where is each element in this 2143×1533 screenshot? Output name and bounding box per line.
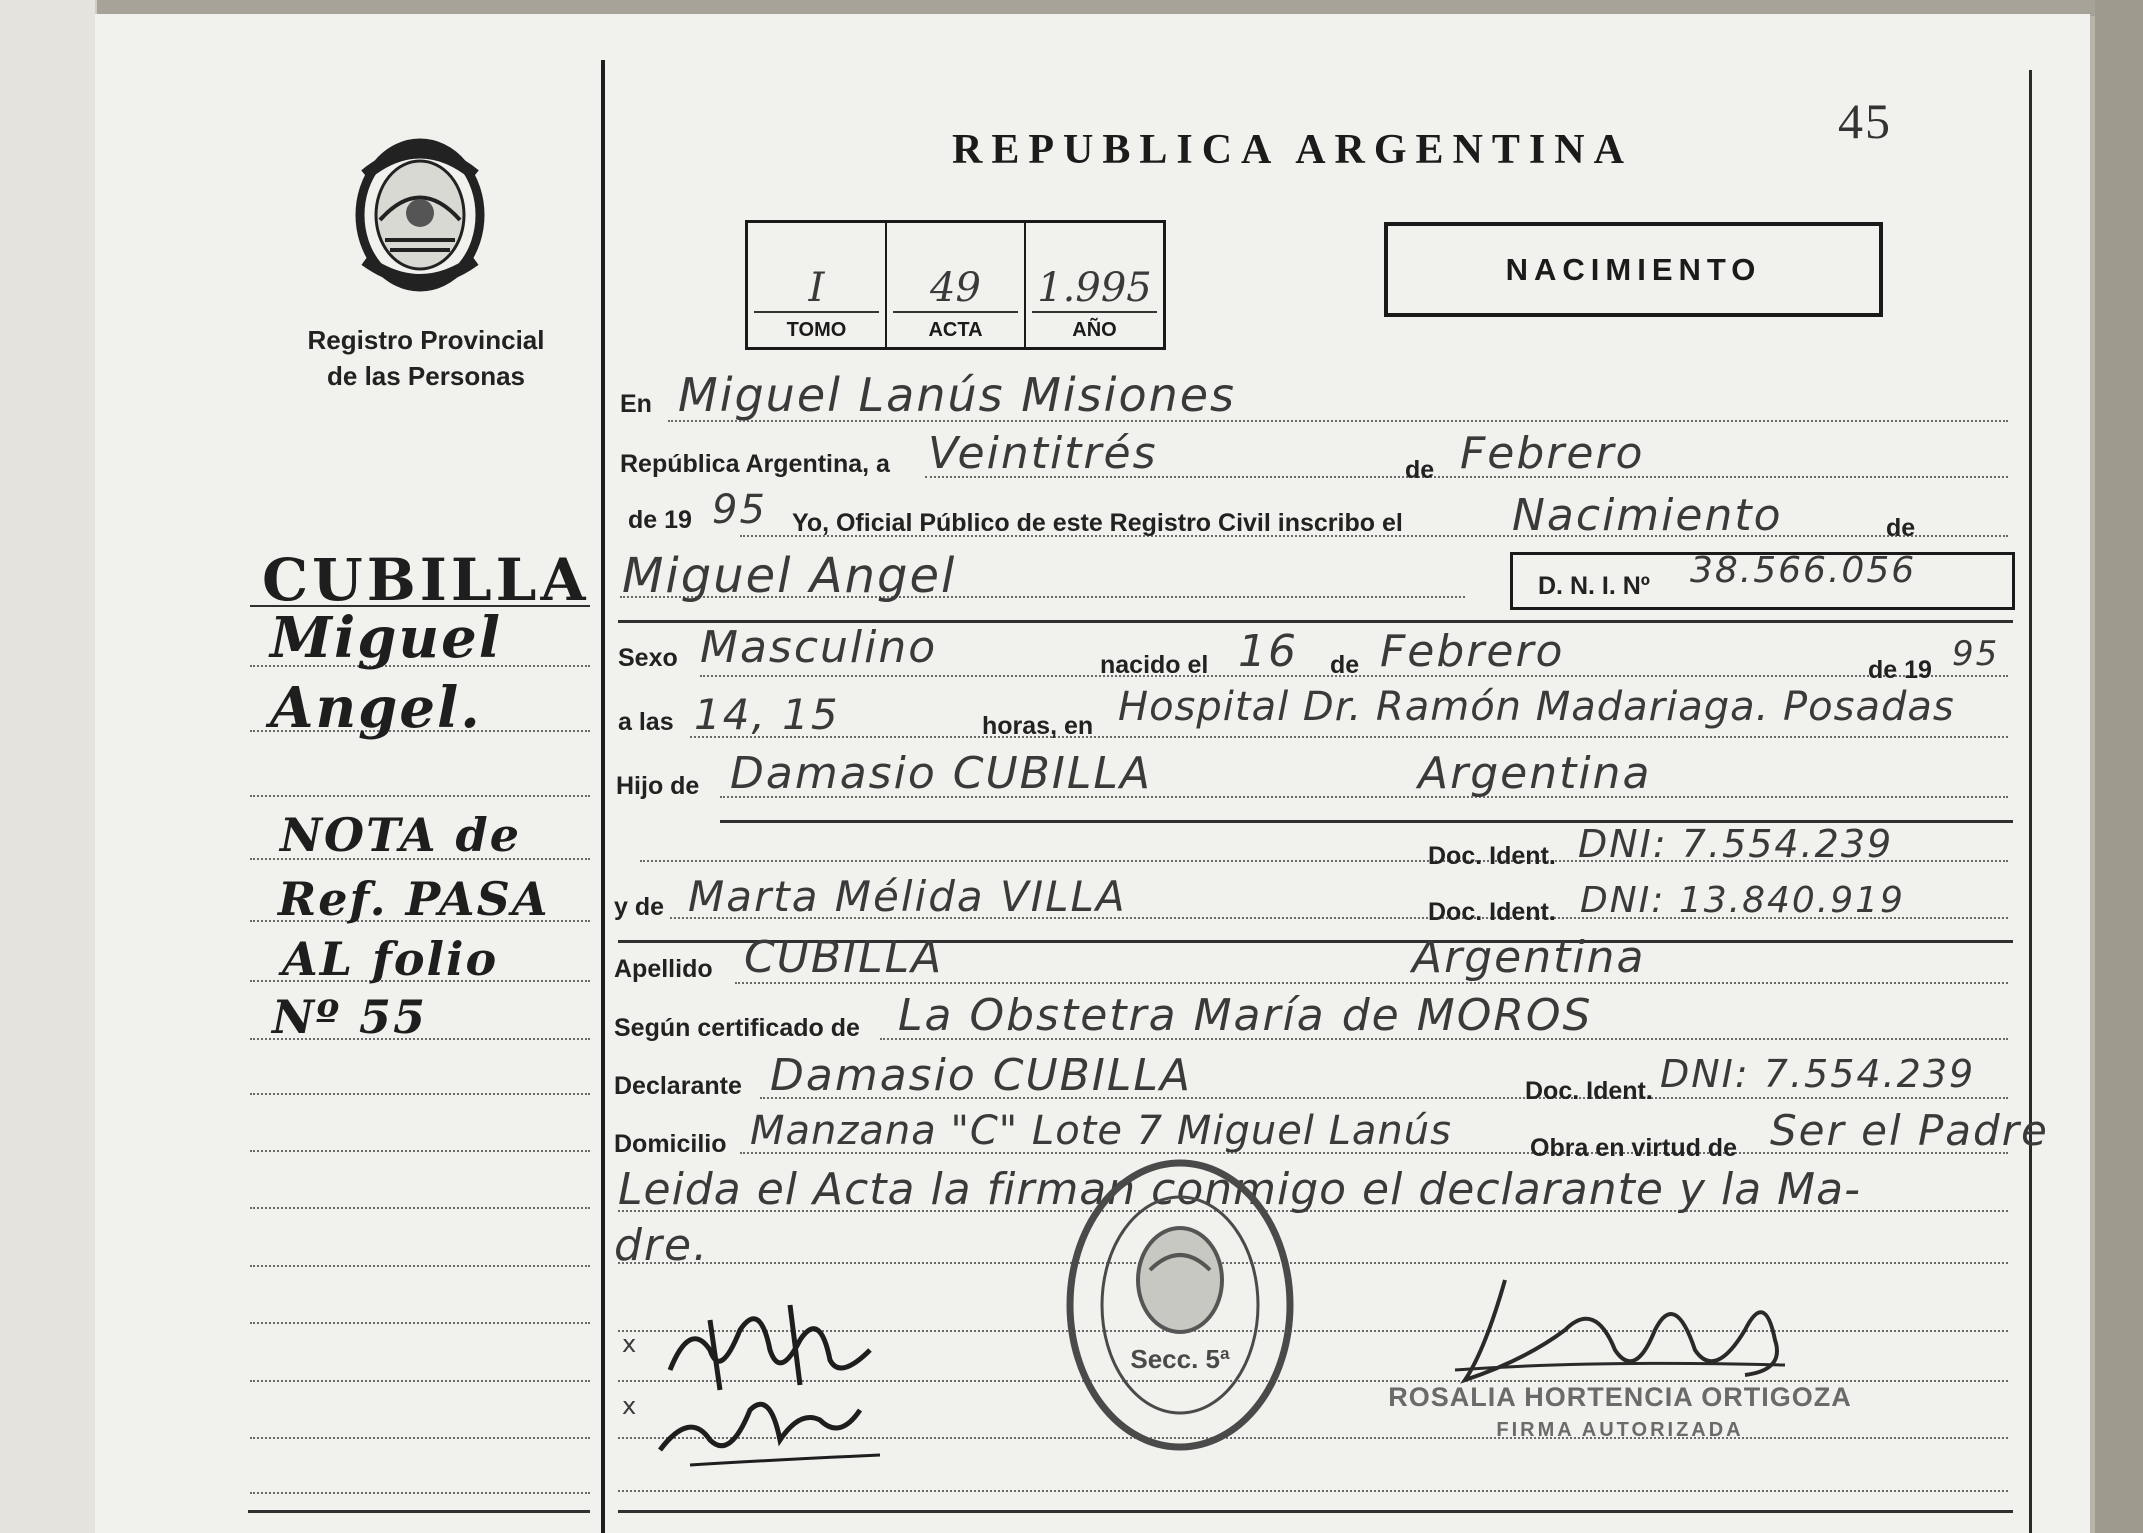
declarante-label: Declarante <box>614 1072 742 1100</box>
misiones-seal-icon <box>345 135 495 295</box>
dni-label: D. N. I. Nº <box>1538 572 1650 600</box>
margin-given-name-2: Angel. <box>270 675 482 741</box>
father-name: Damasio CUBILLA <box>730 748 1152 799</box>
act-type-value: Nacimiento <box>1512 490 1783 541</box>
margin-line <box>250 795 590 797</box>
republica-label: República Argentina, a <box>620 450 890 478</box>
sig-mark-x-2: x <box>622 1392 639 1420</box>
margin-line <box>250 1093 590 1095</box>
birth-place: Hospital Dr. Ramón Madariaga. Posadas <box>1118 684 1955 730</box>
margin-note-2: Ref. PASA <box>278 872 550 926</box>
yde-label: y de <box>614 893 665 921</box>
fill-line-time <box>690 736 2008 738</box>
de-label: de <box>1405 456 1435 484</box>
segun-label: Según certificado de <box>614 1014 860 1042</box>
year-prefix-label: de 19 <box>628 506 692 534</box>
tomo-value: I <box>808 265 825 311</box>
ano-label: AÑO <box>1072 319 1117 341</box>
page-number: 45 <box>1838 93 1892 149</box>
apellido-label: Apellido <box>614 955 713 983</box>
hijo-label: Hijo de <box>616 772 700 800</box>
margin-line <box>250 1380 590 1382</box>
country-title: REPUBLICA ARGENTINA <box>952 127 1633 173</box>
ano-rule <box>1032 311 1157 313</box>
de-label-3: de <box>1330 651 1360 679</box>
book-cover-edge <box>2095 0 2143 1533</box>
tomo-rule <box>754 311 879 313</box>
year-suffix: 95 <box>712 487 767 533</box>
certifier-value: La Obstetra María de MOROS <box>898 990 1593 1041</box>
page-gutter <box>0 0 97 1533</box>
acta-rule <box>893 311 1018 313</box>
mother-doc-value: DNI: 13.840.919 <box>1580 880 1905 921</box>
father-nationality: Argentina <box>1418 748 1652 799</box>
registry-line-2: de las Personas <box>327 361 525 391</box>
right-border <box>2029 70 2032 1533</box>
domicilio-label: Domicilio <box>614 1130 727 1158</box>
declarante-doc-value: DNI: 7.554.239 <box>1660 1052 1976 1096</box>
declarante-doc-label: Doc. Ident. <box>1525 1077 1653 1105</box>
mother-name: Marta Mélida VILLA <box>688 872 1127 921</box>
birth-year: 95 <box>1952 634 2000 674</box>
domicilio-value: Manzana "C" Lote 7 Miguel Lanús <box>750 1108 1452 1154</box>
day-words: Veintitrés <box>928 428 1158 479</box>
acta-label: ACTA <box>928 319 983 341</box>
margin-bottom-rule <box>248 1510 590 1513</box>
dni-value: 38.566.056 <box>1690 550 1917 591</box>
stamp-section: Secc. 5ª <box>1130 1344 1230 1374</box>
ano-value: 1.995 <box>1037 265 1152 311</box>
margin-line <box>250 1150 590 1152</box>
official-title: FIRMA AUTORIZADA <box>1496 1419 1744 1441</box>
alas-label: a las <box>618 708 674 736</box>
fill-line-sign-4 <box>618 1490 2008 1492</box>
declarante-value: Damasio CUBILLA <box>770 1050 1192 1101</box>
closing-line-1: Leida el Acta la firman conmigo el declarante y la Ma- <box>618 1164 1861 1215</box>
birth-month: Febrero <box>1380 626 1565 677</box>
margin-note-1: NOTA de <box>280 808 521 862</box>
official-name: ROSALIA HORTENCIA ORTIGOZA <box>1388 1382 1852 1412</box>
nacido-label: nacido el <box>1100 651 1209 679</box>
obra-value: Ser el Padre <box>1770 1106 2049 1155</box>
margin-given-name-1: Miguel <box>270 605 503 671</box>
acta-cell <box>887 223 1026 347</box>
acta-value: 49 <box>930 265 981 311</box>
de-label-2: de <box>1886 514 1916 542</box>
closing-line-2: dre. <box>614 1220 710 1271</box>
yo-statement: Yo, Oficial Público de este Registro Civil inscribo el <box>792 509 1403 537</box>
month-value: Febrero <box>1460 428 1645 479</box>
record-number-box <box>745 220 1166 350</box>
birth-day: 16 <box>1238 626 1298 677</box>
horas-label: horas, en <box>982 712 1094 740</box>
sexo-value: Masculino <box>700 622 938 673</box>
child-name: Miguel Angel <box>622 548 957 604</box>
official-signature-icon <box>1445 1270 1805 1400</box>
registry-stamp-icon <box>1060 1150 1300 1460</box>
registry-line-1: Registro Provincial <box>307 325 545 355</box>
record-type-box: NACIMIENTO <box>1384 222 1883 317</box>
margin-note-4: Nº 55 <box>272 990 428 1044</box>
sexo-label: Sexo <box>618 644 678 672</box>
margin-line <box>250 1265 590 1267</box>
tomo-label: TOMO <box>786 319 847 341</box>
fill-line-closing-2 <box>618 1262 2008 1264</box>
apellido-value: CUBILLA <box>744 932 944 983</box>
margin-surname: CUBILLA <box>262 546 590 614</box>
margin-note-3: AL folio <box>282 932 499 986</box>
father-doc-value: DNI: 7.554.239 <box>1578 822 1894 866</box>
en-value: Miguel Lanús Misiones <box>678 368 1237 422</box>
birth-time: 14, 15 <box>694 690 840 739</box>
sig-mark-x-1: x <box>622 1330 639 1358</box>
tomo-cell <box>748 223 887 347</box>
registry-name <box>290 322 562 394</box>
official-signature-block <box>1380 1382 1860 1442</box>
ano-cell <box>1026 223 1163 347</box>
mother-doc-label: Doc. Ident. <box>1428 898 1556 926</box>
margin-line <box>250 1207 590 1209</box>
margin-line <box>250 1492 590 1494</box>
margin-line <box>250 1322 590 1324</box>
declarant-signatures-icon <box>650 1290 910 1480</box>
column-divider <box>601 60 605 1533</box>
margin-line <box>250 1437 590 1439</box>
de19-label: de 19 <box>1868 656 1932 684</box>
en-label: En <box>620 390 652 418</box>
apellido-nationality: Argentina <box>1412 932 1646 983</box>
bottom-rule <box>618 1510 2013 1513</box>
obra-label: Obra en virtud de <box>1530 1134 1737 1162</box>
father-doc-label: Doc. Ident. <box>1428 842 1556 870</box>
